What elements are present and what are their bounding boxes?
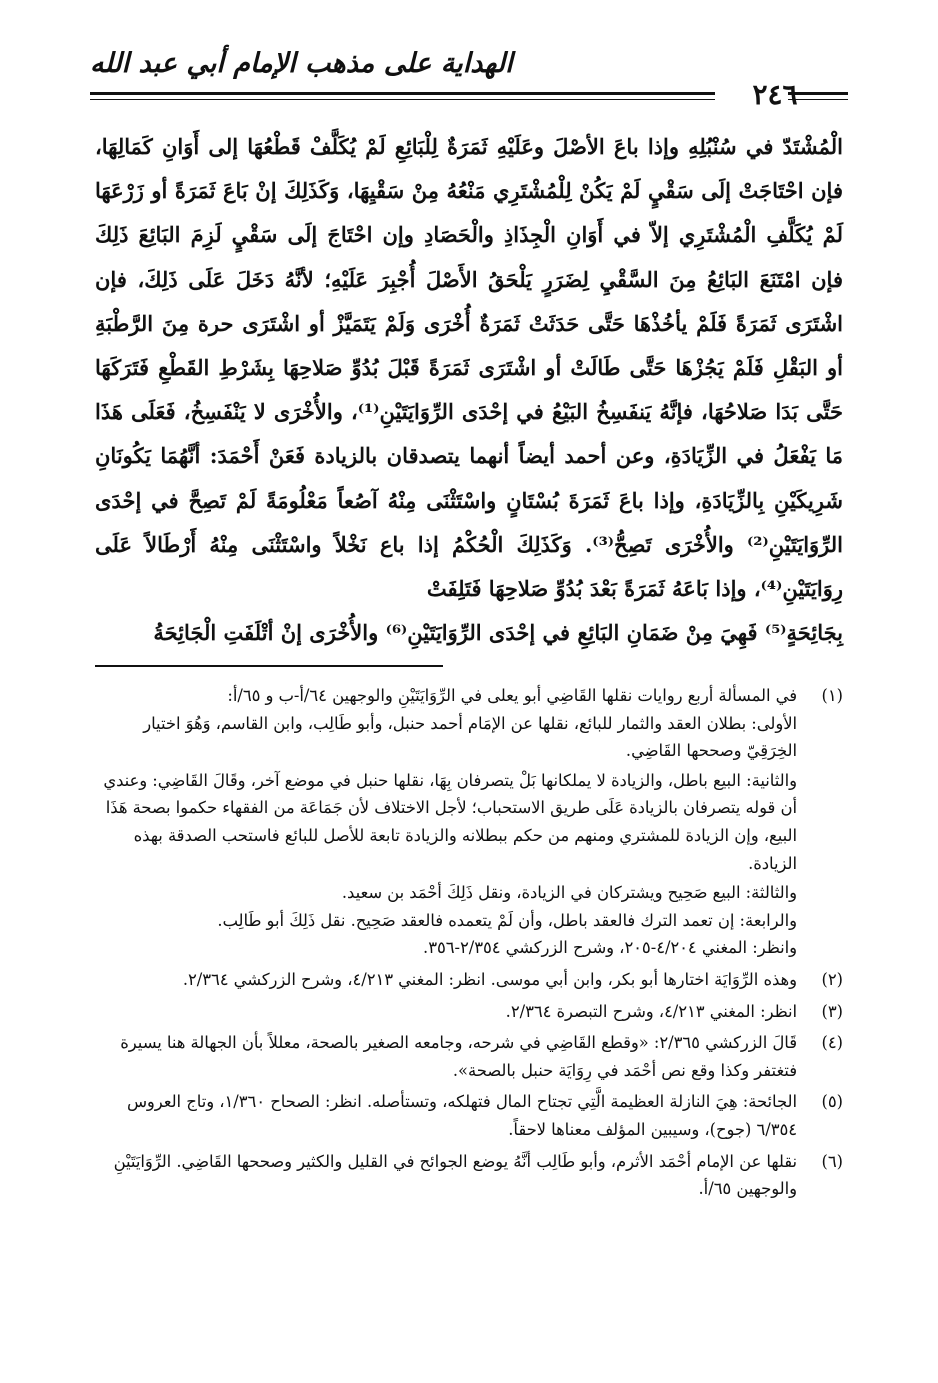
footnote-number: (١) xyxy=(821,686,843,705)
book-title: الهداية على مذهب الإمام أبي عبد الله xyxy=(90,48,513,79)
footnote-line: الجائحة: هِيَ النازلة العظيمة الَّتِي تجتاح المال فتهلكه، وتستأصله. انظر: الصحاح ١/٣٦٠، وتاج العروس ٦/٣٥٤ (جوح)، وسيبين المؤلف معناها لاحقاً. xyxy=(127,1092,797,1139)
footnote-separator xyxy=(95,665,443,667)
footnote-line: نقلها عن الإمام أحْمَد الأثرم، وأبو طَالِب أنَّهُ يوضع الجوائح في القليل والكثير وصححها القَاضِي. الرِّوَايَتَيْنِ والوجهين ٦٥/أ. xyxy=(113,1151,797,1199)
header-rule xyxy=(90,92,715,100)
footnote xyxy=(95,966,843,994)
footnote-line: قَالَ الزركشي ٢/٣٦٥: «وقطع القَاضِي في شرحه، وجامعه الصغير بالصحة، معللاً بأن الجهالة هنا يسيرة فتغتفر وكذا وقع نص أحْمَد في رِوَايَة حنبل بالصحة». xyxy=(120,1033,797,1080)
header-rule-short xyxy=(788,92,848,100)
footnote-line: والرابعة: إن تعمد الترك فالعقد باطل، وأن لَمْ يتعمده فالعقد صَحِيح. نقل ذَلِكَ أبو طَالِب. xyxy=(217,910,797,930)
footnotes xyxy=(95,682,843,1207)
footnote xyxy=(95,1088,843,1143)
footnote-line: انظر: المغني ٤/٢١٣، وشرح التبصرة ٢/٣٦٤. xyxy=(505,1001,797,1021)
running-header xyxy=(90,30,848,110)
footnote-number: (٢) xyxy=(821,969,843,989)
footnote-line: وانظر: المغني ٤/٢٠٤-٢٠٥، وشرح الزركشي ٢/٣٥٤-٣٥٦. xyxy=(423,938,797,958)
footnote xyxy=(95,682,843,962)
footnote-number: (٦) xyxy=(821,1151,843,1171)
footnote-number: (٤) xyxy=(821,1033,843,1053)
main-paragraph: الْمُشْتَدّ في سُنْبُلِهِ وإذا باعَ الأصْلَ وعَلَيْهِ ثَمَرَةٌ لِلْبَائِعِ لَمْ يُكَلَّفْ قَطْعُهَا إلى أَوَانِ كَمَالِهَا، فإن احْتَاجَتْ إلَى سَقْيٍ لَمْ يَكُنْ لِلْمُشْتَرِي مَنْعُهُ مِنْ سَقْيِهَا، وَكَذَلِكَ إنْ بَاعَ ثَمَرَةً أو زَرْعَهَا لَمْ يُكَلَّفِ الْمُشْتَرِي إلاّ في أَوَانِ الْجِذَاذِ والْحَصَادِ وإن احْتَاجَ إلَى سَقْيٍ لَزِمَ البَائِعَ ذَلِكَ فإن امْتَنَعَ البَائِعُ مِنَ السَّقْيِ لِضَرَرٍ يَلْحَقُ الأَصْلَ أُجْبِرَ عَلَيْهِ؛ لأنَّهُ دَخَلَ عَلَى ذَلِكَ، فإن اشْتَرَى ثَمَرَةً فَلَمْ يأخُذْهَا حَتَّى حَدَثَتْ ثَمَرَةٌ أُخْرَى وَلَمْ يَتَمَيَّزْ أو اشْتَرَى حرة مِنَ الرَّطْبَةِ أو البَقْلِ فَلَمْ يَجُزْهَا حَتَّى طَالَتْ أو اشْتَرَى ثَمَرَةً قَبْلَ بُدُوِّ صَلاحِهَا بِشَرْطِ القَطْعِ فَتَرَكَهَا حَتَّى بَدَا صَلاحُهَا، فإنَّهُ يَنفَسِخُ البَيْعُ في إحْدَى الرِّوَايَتَيْنِ⁽¹⁾، والأُخْرَى لا يَنْفَسِخُ، فَعَلَى هَذَا مَا يَفْعَلُ في الزِّيَادَةِ، وعن أحمد أيضاً أنهما يتصدقان بالزيادة فَعَنْ أَحْمَدَ: أنَّهُمَا يَكُونَانِ شَرِيكَيْنِ بِالزِّيَادَةِ، وإذا باعَ ثَمَرَةَ بُسْتَانٍ واسْتَثْنَى مِنْهُ آصُعاً مَعْلُومَةً لَمْ تَصِحَّ في إحْدَى الرِّوَايَتَيْنِ⁽²⁾ والأُخْرَى تَصِحُّ⁽³⁾. وَكَذَلِكَ الْحُكْمُ إذا باع نَخْلاً واسْتَثْنَى مِنْهُ أَرْطَالاً عَلَى رِوَايَتَيْنِ⁽⁴⁾، وإذا بَاعَهُ ثَمَرَةً بَعْدَ بُدُوِّ صَلاحِهَا فَتَلِفَتْ xyxy=(95,134,844,602)
footnote-number: (٣) xyxy=(821,1001,843,1021)
footnote-line: في المسألة أربع روايات نقلها القَاضِي أبو يعلى في الرِّوَايَتَيْنِ والوجهين ٦٤/أ-ب و ٦٥/أ: xyxy=(227,686,797,705)
footnote-line: الأولى: بطلان العقد والثمار للبائع، نقلها عن الإمَام أحمد حنبل، وأبو طَالِب، وابن القاسم، وَهُوَ اختيار الخِرَقِيّ وصححها القَاضِي. xyxy=(143,713,797,761)
footnote-number: (٥) xyxy=(821,1092,843,1112)
main-text xyxy=(95,125,843,655)
footnote xyxy=(95,1148,843,1203)
footnote-line: والثالثة: البيع صَحِيح ويشتركان في الزيادة، ونقل ذَلِكَ أحْمَد بن سعيد. xyxy=(341,883,797,903)
main-paragraph: بِجَائِحَةٍ⁽⁵⁾ فَهِيَ مِنْ ضَمَانِ البَائِعِ في إحْدَى الرِّوَايَتَيْنِ⁽⁶⁾ والأُخْرَى إنْ أتْلَفَتِ الْجَائِحَةُ xyxy=(153,620,843,646)
footnote xyxy=(95,998,843,1026)
footnote-line: والثانية: البيع باطل، والزيادة لا يملكانها بَلْ يتصرفان بِهَا، نقلها حنبل في موضع آخر، وقَالَ القَاضِي: وعندي أن قوله يتصرفان بالزيادة عَلَى طريق الاستحباب؛ لأجل الاختلاف لأن جَمَاعَة من الفقهاء حكموا بصحة هَذَا البيع، وإن الزيادة للمشتري ومنهم من حكم ببطلانه والزيادة تابعة للأصل للبائع فاستحب الصدقة بهذه الزيادة. xyxy=(103,770,797,873)
page-number: ٢٤٦ xyxy=(752,78,798,111)
footnote-line: وهذه الرِّوَايَة اختارها أبو بكر، وابن أبي موسى. انظر: المغني ٤/٢١٣، وشرح الزركشي ٢/٣٦٤. xyxy=(182,969,797,989)
footnote xyxy=(95,1029,843,1084)
